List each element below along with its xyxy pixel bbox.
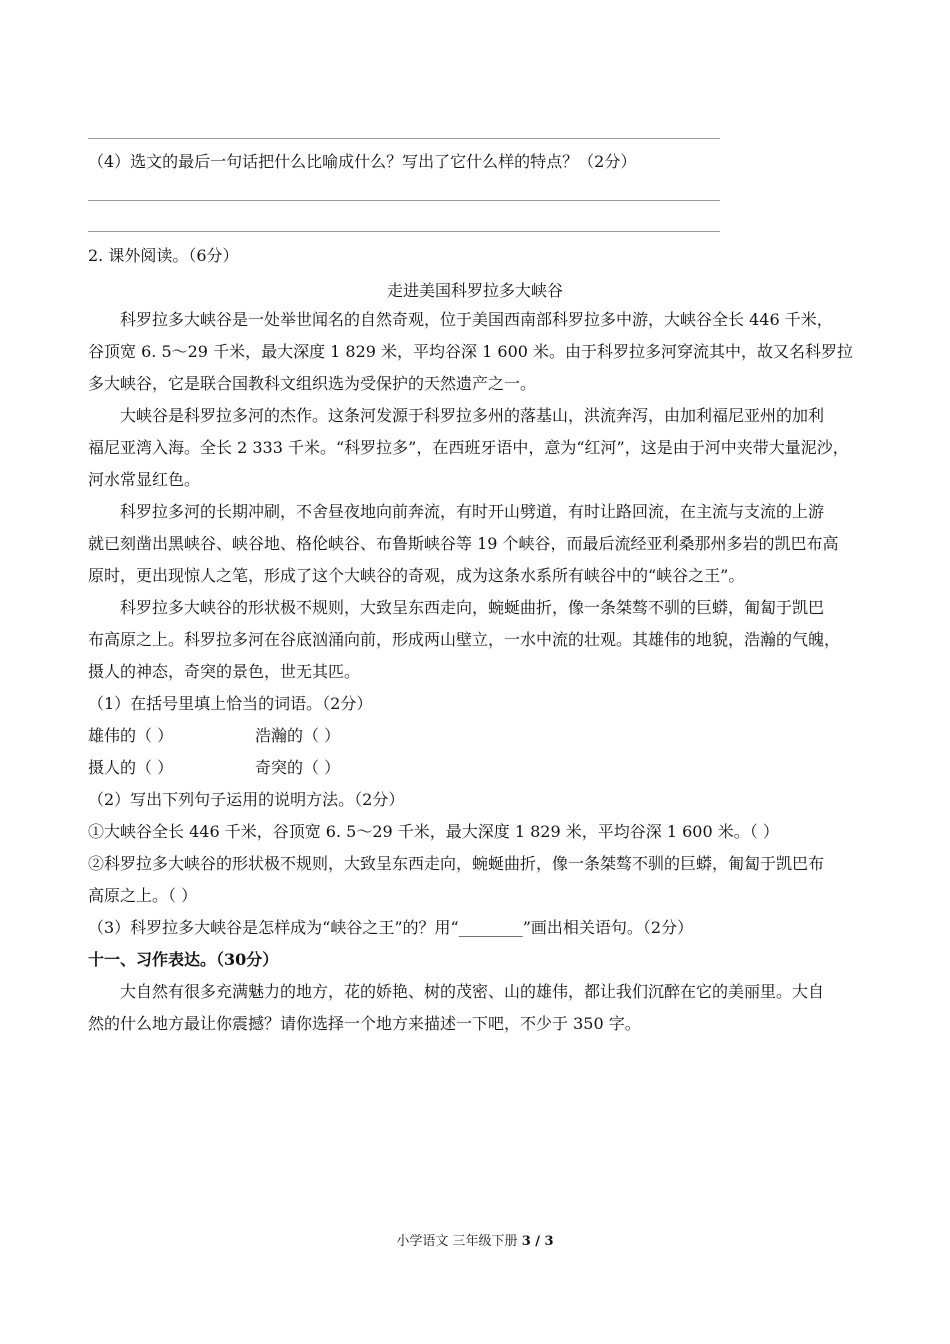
question-3: （3）科罗拉多大峡谷是怎样成为“峡谷之王”的？用“________”画出相关语句。（2分） bbox=[88, 918, 694, 937]
fill-blank: 浩瀚的（ ） bbox=[255, 726, 341, 745]
article-paragraph-2: 大峡谷是科罗拉多河的杰作。这条河发源于科罗拉多州的落基山，洪流奔泻，由加利福尼亚州的加利 bbox=[120, 406, 825, 425]
fill-blank: 摄人的（ ） bbox=[88, 758, 174, 777]
section-11-heading: 十一、习作表达。（30分） bbox=[88, 950, 279, 969]
article-paragraph-3: 就已刻凿出黑峡谷、峡谷地、格伦峡谷、布鲁斯峡谷等 19 个峡谷，而最后流经亚利桑那州多岩的凯巴布高 bbox=[88, 534, 839, 553]
question-2: （2）写出下列句子运用的说明方法。（2分） bbox=[88, 790, 405, 809]
article-paragraph-4: 摄人的神态，奇突的景色，世无其匹。 bbox=[88, 662, 361, 681]
article-title: 走进美国科罗拉多大峡谷 bbox=[386, 281, 563, 300]
page-number: 3 / 3 bbox=[521, 1234, 554, 1249]
answer-line bbox=[88, 200, 720, 201]
writing-prompt: 然的什么地方最让你震撼？请你选择一个地方来描述一下吧，不少于 350 字。 bbox=[88, 1014, 641, 1033]
question-2-sentence-2: ②科罗拉多大峡谷的形状极不规则，大致呈东西走向，蜿蜒曲折，像一条桀骜不驯的巨蟒，匍匐于凯巴布 bbox=[88, 854, 825, 873]
fill-blank: 奇突的（ ） bbox=[255, 758, 341, 777]
article-paragraph-1: 多大峡谷，它是联合国教科文组织选为受保护的天然遗产之一。 bbox=[88, 374, 537, 393]
question-2-sentence-2: 高原之上。（ ） bbox=[88, 886, 198, 905]
article-paragraph-2: 河水常显红色。 bbox=[88, 470, 201, 489]
article-paragraph-1: 科罗拉多大峡谷是一处举世闻名的自然奇观，位于美国西南部科罗拉多中游，大峡谷全长 446 千米， bbox=[120, 310, 833, 329]
article-paragraph-1: 谷顶宽 6. 5～29 千米，最大深度 1 829 米，平均谷深 1 600 米。由于科罗拉多河穿流其中，故又名科罗拉 bbox=[88, 342, 854, 361]
footer-course: 小学语文 三年级下册 bbox=[396, 1234, 522, 1249]
fill-blank: 雄伟的（ ） bbox=[88, 726, 174, 745]
article-paragraph-3: 科罗拉多河的长期冲刷，不舍昼夜地向前奔流，有时开山劈道，有时让路回流，在主流与支流的上游 bbox=[120, 502, 825, 521]
question-1: （1）在括号里填上恰当的词语。（2分） bbox=[88, 694, 373, 713]
question-4: （4）选文的最后一句话把什么比喻成什么？写出了它什么样的特点？（2分） bbox=[88, 152, 637, 171]
question-2-sentence-1: ①大峡谷全长 446 千米，谷顶宽 6. 5～29 千米，最大深度 1 829 米，平均谷深 1 600 米。（ ） bbox=[88, 822, 779, 841]
article-paragraph-4: 科罗拉多大峡谷的形状极不规则，大致呈东西走向，蜿蜒曲折，像一条桀骜不驯的巨蟒，匍匐于凯巴 bbox=[120, 598, 825, 617]
answer-line bbox=[88, 138, 720, 139]
page-footer bbox=[0, 1230, 950, 1249]
writing-prompt: 大自然有很多充满魅力的地方，花的娇艳、树的茂密、山的雄伟，都让我们沉醉在它的美丽里。大自 bbox=[120, 982, 825, 1001]
section-2-heading: 2. 课外阅读。（6分） bbox=[88, 246, 239, 265]
answer-line bbox=[88, 231, 720, 232]
article-paragraph-2: 福尼亚湾入海。全长 2 333 千米。“科罗拉多”，在西班牙语中，意为“红河”，这是由于河中夹带大量泥沙， bbox=[88, 438, 849, 457]
article-paragraph-4: 布高原之上。科罗拉多河在谷底汹涌向前，形成两山壁立，一水中流的壮观。其雄伟的地貌，浩瀚的气魄， bbox=[88, 630, 841, 649]
article-paragraph-3: 原时，更出现惊人之笔，形成了这个大峡谷的奇观，成为这条水系所有峡谷中的“峡谷之王”。 bbox=[88, 566, 745, 585]
